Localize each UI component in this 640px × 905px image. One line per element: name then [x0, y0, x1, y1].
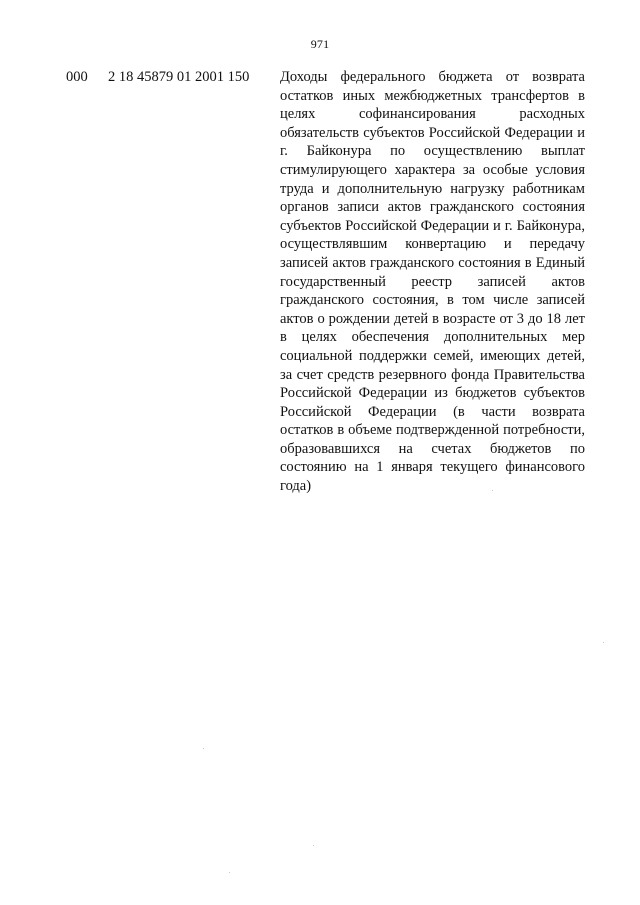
- budget-classification-code: 2 18 45879 01 2001 150: [108, 69, 250, 85]
- scan-speck: [229, 872, 230, 873]
- scan-speck: [603, 642, 604, 643]
- scan-speck: [203, 748, 204, 749]
- scan-speck: [313, 845, 314, 846]
- administrator-code: 000: [66, 69, 88, 85]
- income-description: Доходы федерального бюджета от возврата остатков иных межбюджетных трансфертов в целях софинансирования расходных обязательств субъектов Российской Федерации и г. Байконура по осуществлению выплат стимулирующего характера за особые условия труда и дополнительную нагрузку работникам органов записи актов гражданского состояния субъектов Российской Федерации и г. Байконура, осуществлявшим конвертацию и передачу записей актов гражданского состояния в Единый государственный реестр записей актов гражданского состояния, в том числе записей актов о рождении детей в возрасте от 3 до 18 лет в целях обеспечения дополнительных мер социальной поддержки семей, имеющих детей, за счет средств резервного фонда Правительства Российской Федерации из бюджетов субъектов Российской Федерации (в части возврата остатков в объеме подтвержденной потребности, образовавшихся на счетах бюджетов по состоянию на 1 января текущего финансового года): [280, 69, 585, 495]
- budget-entry-row: [0, 68, 640, 495]
- page-number: 971: [310, 37, 330, 51]
- scan-speck: [492, 490, 493, 491]
